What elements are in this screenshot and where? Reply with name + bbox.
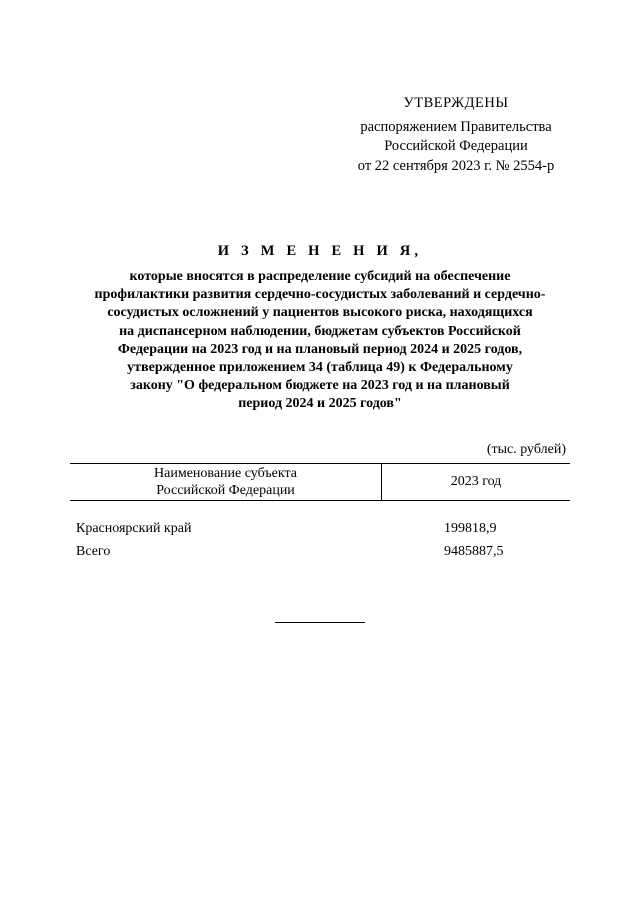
- subtitle-line: сосудистых осложнений у пациентов высокого риска, находящихся: [107, 305, 533, 321]
- subtitle-line: которые вносятся в распределение субсидий на обеспечение: [129, 269, 511, 284]
- subtitle-line: утвержденное приложением 34 (таблица 49) к Федеральному: [127, 360, 513, 376]
- subtitle-line: профилактики развития сердечно-сосудистых заболеваний и сердечно-: [94, 287, 546, 303]
- row-value: 199818,9: [444, 521, 497, 536]
- header-subject-line-1: Наименование субъекта: [154, 466, 297, 481]
- end-divider: [275, 622, 365, 623]
- row-subject: Красноярский край: [76, 521, 192, 536]
- table-header: [70, 463, 570, 501]
- row-value: 9485887,5: [444, 544, 504, 559]
- subtitle-line: закону "О федеральном бюджете на 2023 год и на плановый: [130, 378, 510, 394]
- document-subtitle: [70, 268, 570, 414]
- header-year: 2023 год: [450, 474, 502, 489]
- header-subject: [70, 464, 382, 500]
- approval-line-1: распоряжением Правительства: [360, 118, 552, 135]
- table-row: [70, 540, 570, 563]
- subsidy-table: [70, 463, 570, 563]
- approval-stamp: УТВЕРЖДЕНЫ: [403, 95, 509, 111]
- subtitle-line: на диспансерном наблюдении, бюджетам субъектов Российской: [119, 323, 521, 339]
- row-subject: Всего: [76, 544, 111, 559]
- approval-line-2: Российской Федерации: [384, 138, 528, 154]
- document-title: И З М Е Н Е Н И Я,: [217, 243, 423, 259]
- approval-line-3: от 22 сентября 2023 г. № 2554-р: [357, 157, 555, 174]
- units-note: (тыс. рублей): [486, 442, 566, 457]
- subtitle-line: Федерации на 2023 год и на плановый период 2024 и 2025 годов,: [117, 341, 523, 357]
- subtitle-line: период 2024 и 2025 годов": [238, 396, 402, 412]
- approval-block: [330, 94, 582, 176]
- table-row: [70, 517, 570, 540]
- header-subject-line-2: Российской Федерации: [156, 482, 295, 498]
